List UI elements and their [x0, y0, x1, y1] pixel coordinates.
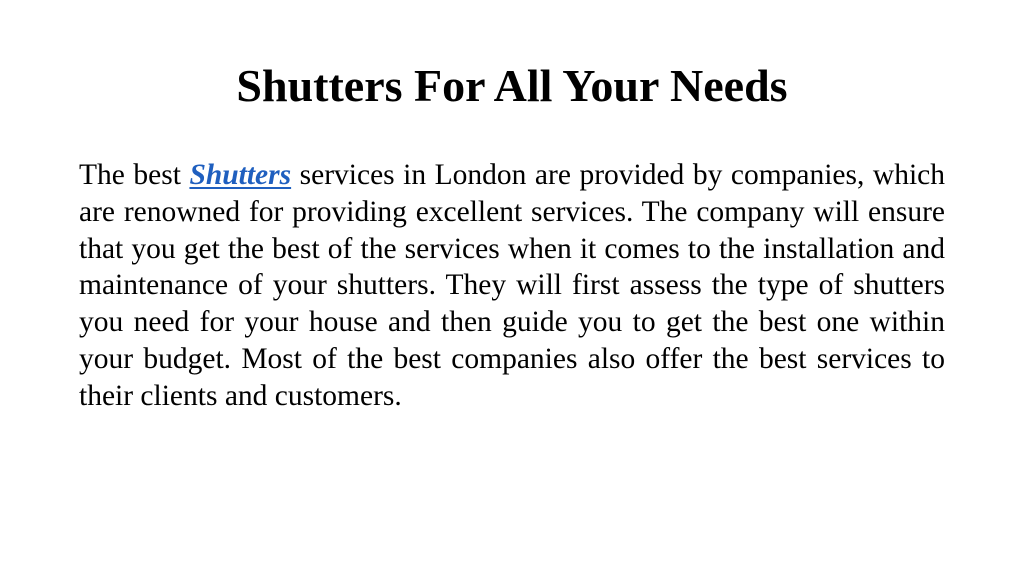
paragraph-text-rest: services in London are provided by companies, which are renowned for providing excellent services. The company will ensure that you get the best of the services when it comes to the installation and maintenance of your shutters. They will first assess the type of shutters you need for your house and then guide you to get the best one within your budget. Most of the best companies also offer the best services to their clients and customers. [79, 159, 945, 412]
slide-title: Shutters For All Your Needs [236, 60, 788, 111]
paragraph-text-start: The best [79, 159, 190, 191]
shutters-link[interactable]: Shutters [189, 159, 292, 191]
body-paragraph [79, 157, 945, 415]
